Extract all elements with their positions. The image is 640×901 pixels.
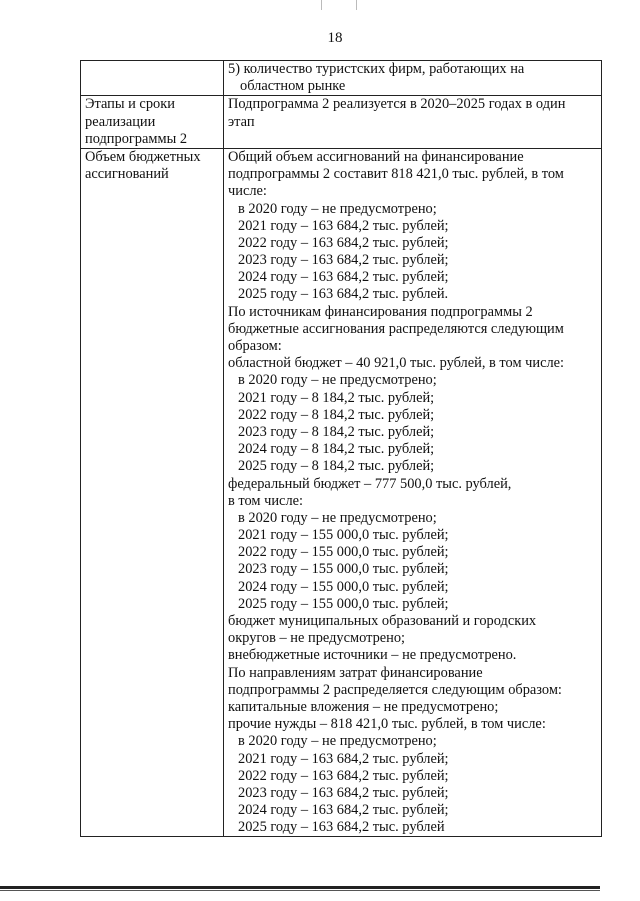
row-value-line: 2021 году – 155 000,0 тыс. рублей; (238, 527, 449, 544)
row-value-line: 2025 году – 163 684,2 тыс. рублей (238, 819, 445, 836)
table-row (81, 61, 602, 96)
row-value-line: Общий объем ассигнований на финансирование (228, 148, 524, 165)
row-label-line: реализации (85, 113, 156, 130)
row-value-line: бюджетные ассигнования распределяются следующим (228, 320, 564, 337)
row-value-line: 2025 году – 155 000,0 тыс. рублей; (238, 595, 449, 612)
row-value-line: 2022 году – 8 184,2 тыс. рублей; (238, 406, 435, 423)
row-value-line: 2024 году – 155 000,0 тыс. рублей; (238, 578, 449, 595)
table-row (81, 96, 602, 149)
row-value-cell (224, 148, 602, 837)
row-value-line: 2023 году – 8 184,2 тыс. рублей; (238, 423, 435, 440)
row-value-line: 2024 году – 8 184,2 тыс. рублей; (238, 441, 435, 458)
row-value-line: образом: (228, 338, 282, 354)
row-label-line: подпрограммы 2 (85, 130, 188, 147)
row-value-line: областном рынке (240, 78, 346, 95)
row-value-line: в том числе: (228, 492, 304, 509)
row-value-line: федеральный бюджет – 777 500,0 тыс. рублей, (228, 475, 512, 492)
row-value-line: 2022 году – 163 684,2 тыс. рублей; (238, 767, 449, 784)
row-value-line: капитальные вложения – не предусмотрено; (228, 698, 499, 715)
row-value-line: 2022 году – 155 000,0 тыс. рублей; (238, 544, 449, 561)
row-label-line: ассигнований (85, 166, 169, 183)
row-value-line: 5) количество туристских фирм, работающих на (228, 61, 525, 77)
row-value-line: 2023 году – 163 684,2 тыс. рублей; (238, 252, 449, 269)
scan-mark (356, 0, 357, 10)
row-value-line: прочие нужды – 818 421,0 тыс. рублей, в том числе: (228, 716, 546, 733)
row-value-line: в 2020 году – не предусмотрено; (238, 733, 437, 750)
row-label-cell (81, 61, 224, 96)
row-label-line: Объем бюджетных (85, 148, 201, 165)
row-value-line: в 2020 году – не предусмотрено; (238, 509, 437, 526)
row-value-line: числе: (228, 183, 267, 200)
row-value-line: 2021 году – 163 684,2 тыс. рублей; (238, 750, 449, 767)
row-value-line: в 2020 году – не предусмотрено; (238, 372, 437, 389)
row-value-line: 2024 году – 163 684,2 тыс. рублей; (238, 802, 449, 819)
row-value-line: подпрограммы 2 составит 818 421,0 тыс. рублей, в том (228, 166, 564, 183)
footer-rule (0, 886, 600, 889)
row-value-line: 2025 году – 163 684,2 тыс. рублей. (238, 286, 449, 303)
passport-table (80, 60, 602, 837)
row-value-line: 2025 году – 8 184,2 тыс. рублей; (238, 458, 435, 475)
row-value-line: По направлениям затрат финансирование (228, 664, 483, 681)
row-label-cell (81, 148, 224, 837)
row-value-line: Подпрограмма 2 реализуется в 2020–2025 годах в один (228, 96, 566, 113)
row-value-line: областной бюджет – 40 921,0 тыс. рублей, в том числе: (228, 355, 565, 372)
row-value-line: 2022 году – 163 684,2 тыс. рублей; (238, 234, 449, 251)
row-value-line: 2023 году – 163 684,2 тыс. рублей; (238, 784, 449, 801)
scan-mark (321, 0, 322, 10)
row-value-cell (224, 61, 602, 96)
row-value-line: 2024 году – 163 684,2 тыс. рублей; (238, 269, 449, 286)
row-value-line: 2021 году – 8 184,2 тыс. рублей; (238, 389, 435, 406)
row-value-line: округов – не предусмотрено; (228, 630, 406, 647)
page-number: 18 (327, 30, 343, 46)
row-value-line: бюджет муниципальных образований и городских (228, 613, 537, 629)
footer-rule-thin (0, 890, 600, 891)
row-value-line: в 2020 году – не предусмотрено; (238, 200, 437, 217)
row-label-cell (81, 96, 224, 149)
row-value-line: 2023 году – 155 000,0 тыс. рублей; (238, 561, 449, 578)
row-value-line: По источникам финансирования подпрограммы 2 (228, 303, 533, 320)
row-value-cell (224, 96, 602, 149)
row-label-line: Этапы и сроки (85, 96, 175, 113)
row-value-line: внебюджетные источники – не предусмотрено. (228, 647, 517, 664)
row-value-line: подпрограммы 2 распределяется следующим образом: (228, 681, 562, 698)
row-value-line: 2021 году – 163 684,2 тыс. рублей; (238, 217, 449, 234)
table-row (81, 148, 602, 837)
row-value-line: этап (228, 113, 255, 130)
